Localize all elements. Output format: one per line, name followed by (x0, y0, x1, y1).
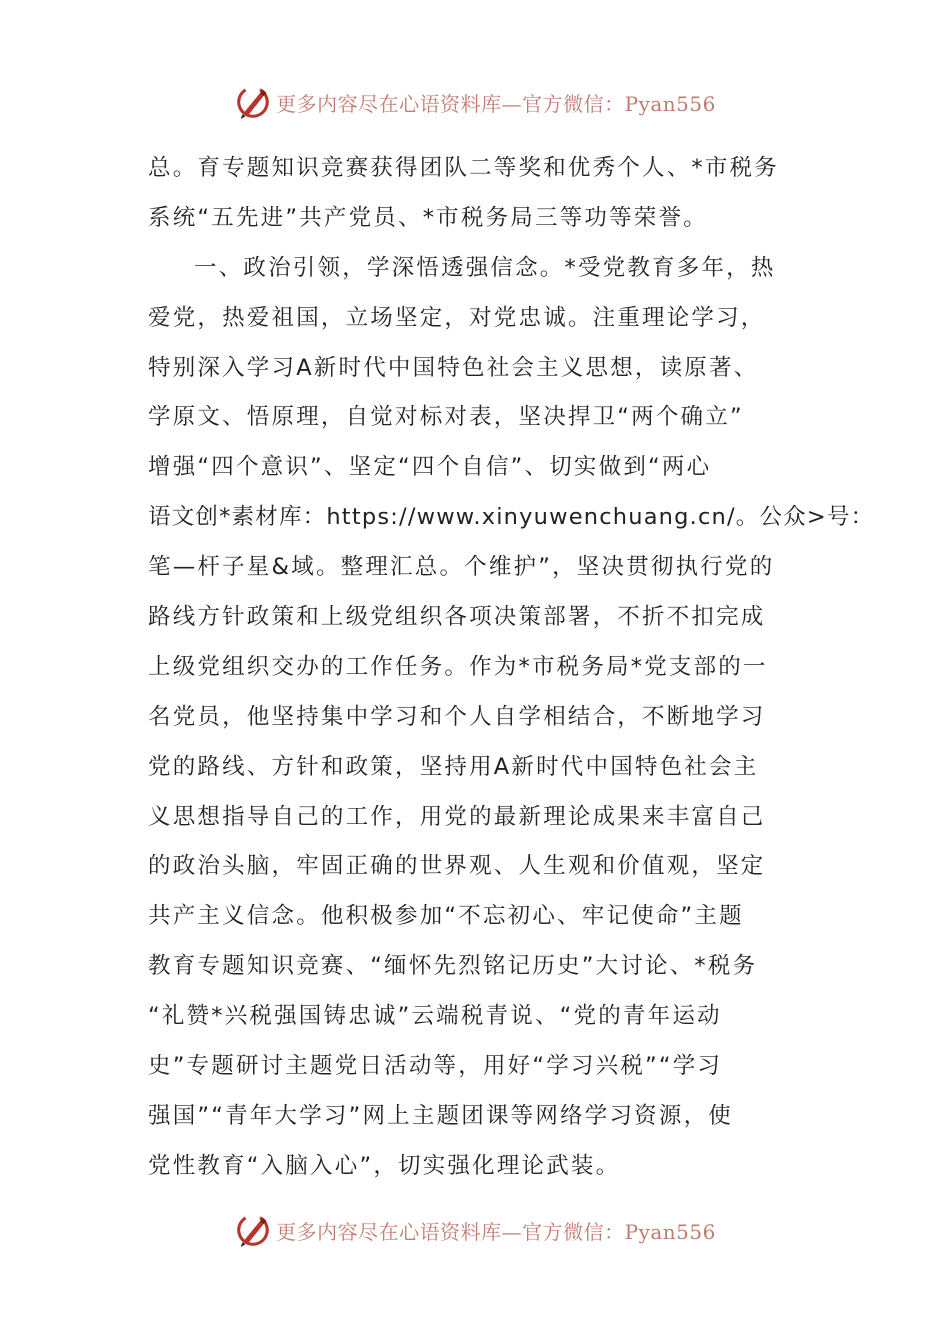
paragraph-line: 义思想指导自己的工作，用党的最新理论成果来丰富自己 (148, 803, 766, 830)
paragraph-line: 爱党，热爱祖国，立场坚定，对党忠诚。注重理论学习， (148, 304, 766, 331)
paragraph-line: 的政治头脑，牢固正确的世界观、人生观和价值观，坚定 (148, 853, 766, 880)
paragraph-line: 一、政治引领，学深悟透强信念。*受党教育多年，热 (194, 254, 776, 281)
header-banner (0, 80, 950, 124)
paragraph-line: 名党员，他坚持集中学习和个人自学相结合，不断地学习 (148, 703, 766, 730)
paragraph-line: 笔—杆子星&域。整理汇总。个维护”，坚决贯彻执行党的 (148, 554, 775, 581)
paragraph-line: 强国”“青年大学习”网上主题团课等网络学习资源，使 (148, 1102, 733, 1129)
paragraph-line: 上级党组织交办的工作任务。作为*市税务局*党支部的一 (148, 653, 768, 680)
footer-banner-text: 更多内容尽在心语资料库—官方微信：Pyan556 (276, 1219, 716, 1244)
footer-banner (0, 1208, 950, 1252)
paragraph-line: 路线方针政策和上级党组织各项决策部署，不折不扣完成 (148, 604, 766, 631)
paragraph-line: “礼赞*兴税强国铸忠诚”云端税青说、“党的青年运动 (148, 1003, 722, 1030)
paragraph-line: 系统“五先进”共产党员、*市税务局三等功等荣誉。 (148, 204, 708, 231)
paragraph-line: 史”专题研讨主题党日活动等，用好“学习兴税”“学习 (148, 1053, 723, 1080)
paragraph-line: 特别深入学习A新时代中国特色社会主义思想，读原著、 (148, 354, 759, 381)
paragraph-line: 总。育专题知识竞赛获得团队二等奖和优秀个人、*市税务 (148, 155, 779, 181)
pen-circle-logo-icon (234, 1211, 272, 1249)
paragraph-line: 党的路线、方针和政策，坚持用A新时代中国特色社会主 (148, 753, 759, 780)
pen-circle-logo-icon (234, 83, 272, 121)
paragraph-line: 学原文、悟原理，自觉对标对表，坚决捍卫“两个确立” (148, 404, 744, 431)
document-body (148, 144, 875, 1192)
paragraph-line: 教育专题知识竞赛、“缅怀先烈铭记历史”大讨论、*税务 (148, 953, 758, 980)
paragraph-line: 党性教育“入脑入心”，切实强化理论武装。 (148, 1152, 621, 1179)
paragraph-line: 共产主义信念。他积极参加“不忘初心、牢记使命”主题 (148, 903, 744, 930)
paragraph-line: 增强“四个意识”、坚定“四个自信”、切实做到“两心 (148, 454, 712, 481)
header-banner-text: 更多内容尽在心语资料库—官方微信：Pyan556 (276, 91, 716, 116)
paragraph-line: 语文创*素材库：https://www.xinyuwenchuang.cn/。公众>号： (148, 504, 875, 531)
